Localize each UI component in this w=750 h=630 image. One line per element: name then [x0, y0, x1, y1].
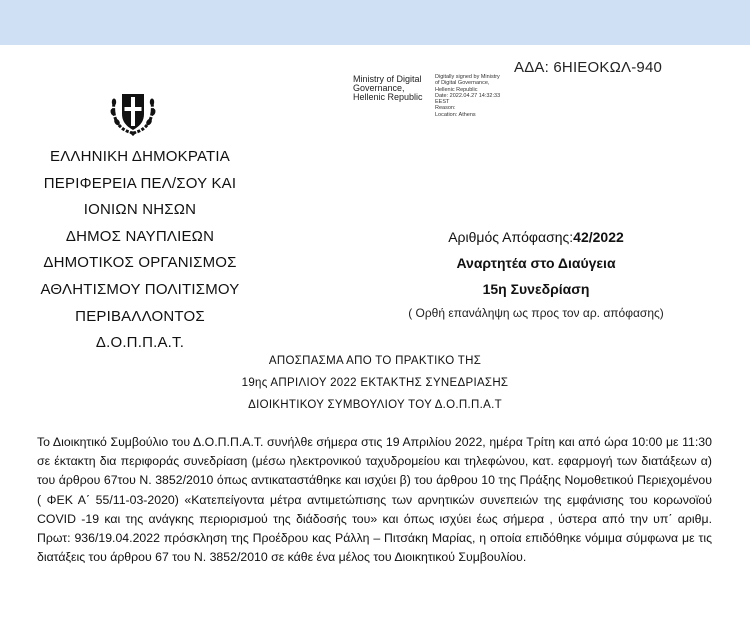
signature-details: [435, 74, 500, 118]
signature-detail-line: Hellenic Republic: [435, 86, 478, 93]
signature-detail-line: EEST: [435, 99, 450, 106]
signature-org-line: Governance,: [353, 83, 405, 93]
posting-status: Αναρτητέα στο Διαύγεια: [456, 255, 616, 271]
correction-note: ( Ορθή επανάληψη ως προς τον αρ. απόφασης): [408, 306, 664, 320]
issuer-line: ΙΟΝΙΩΝ ΝΗΣΩΝ: [83, 201, 197, 219]
issuer-line: ΔΗΜΟΣ ΝΑΥΠΛΙΕΩΝ: [65, 227, 215, 245]
signature-detail-line: of Digital Governance,: [435, 80, 490, 87]
signature-detail-line: Date: 2022.04.27 14:32:33: [435, 92, 501, 99]
signature-detail-line: Digitally signed by Ministry: [435, 74, 500, 80]
session-number: 15η Συνεδρίαση: [482, 281, 590, 297]
title-line: 19ης ΑΠΡΙΛΙΟΥ 2022 ΕΚΤΑΚΤΗΣ ΣΥΝΕΔΡΙΑΣΗΣ: [241, 377, 509, 389]
signature-detail-line: Reason:: [435, 105, 456, 112]
ada-code: ΑΔΑ: 6ΗΙΕΟΚΩΛ-940: [514, 59, 663, 76]
title-line: ΑΠΟΣΠΑΣΜΑ ΑΠΟ ΤΟ ΠΡΑΚΤΙΚΟ ΤΗΣ: [268, 355, 482, 367]
document-title: [0, 350, 750, 416]
top-color-band: [0, 0, 750, 45]
hellenic-coat-of-arms-icon: [108, 88, 158, 136]
issuer-line: ΑΘΛΗΤΙΣΜΟΥ ΠΟΛΙΤΙΣΜΟΥ: [40, 280, 240, 298]
decision-info: [360, 224, 712, 324]
issuer-line: Δ.Ο.Π.Π.Α.Τ.: [95, 334, 185, 352]
issuer-header: [0, 144, 280, 357]
title-line: ΔΙΟΙΚΗΤΙΚΟΥ ΣΥΜΒΟΥΛΙΟΥ ΤΟΥ Δ.Ο.Π.Π.Α.Τ: [248, 399, 502, 411]
decision-number-row: [360, 224, 712, 250]
signature-org-line: Ministry of Digital: [353, 74, 422, 84]
issuer-line: ΠΕΡΙΦΕΡΕΙΑ ΠΕΛ/ΣΟΥ ΚΑΙ: [43, 174, 237, 192]
issuer-line: ΠΕΡΙΒΑΛΛΟΝΤΟΣ: [75, 307, 205, 325]
body-paragraph: Το Διοικητικό Συμβούλιο του Δ.Ο.Π.Π.Α.Τ. συνήλθε σήμερα στις 19 Απριλίου 2022, ημέρα Τρίτη και από ώρα 10:00 με 11:30 σε έκτακτη δια περιφοράς συνεδρίαση (μέσω ηλεκτρονικού ταχυδρομείου και τηλεφώνου, κατ. εφαρμογή των διατάξεων α) του άρθρου 67του Ν. 3852/2010 όπως αντικαταστάθηκε και ισχύει β) του άρθρου 10 της Πράξης Νομοθετικού Περιεχομένου ( ΦΕΚ Α΄ 55/11-03-2020) «Κατεπείγοντα μέτρα αντιμετώπισης των αρνητικών συνεπειών της εμφάνισης του κορωνοϊού COVID -19 και της ανάγκης περιορισμού της διάδοσής του» και όπως ισχύει έως σήμερα , ύστερα από την υπ΄ αριθμ. Πρωτ: 936/19.04.2022 πρόσκληση της Προέδρου κας Ράλλη – Πιτσάκη Μαρίας, η οποία επιδόθηκε νόμιμα σύμφωνα με τις διατάξεις του άρθρου 67 του Ν. 3852/2010 σε κάθε ένα μέλος του Διοικητικού Συμβουλίου.: [37, 435, 712, 565]
issuer-line: ΔΗΜΟΤΙΚΟΣ ΟΡΓΑΝΙΣΜΟΣ: [43, 254, 237, 272]
signature-org-line: Hellenic Republic: [353, 92, 423, 102]
decision-number: 42/2022: [573, 229, 624, 245]
decision-number-label: Αριθμός Απόφασης:: [448, 229, 574, 245]
signature-organization: [353, 75, 423, 102]
issuer-line: ΕΛΛΗΝΙΚΗ ΔΗΜΟΚΡΑΤΙΑ: [50, 148, 230, 165]
signature-detail-line: Location: Athens: [435, 111, 476, 118]
